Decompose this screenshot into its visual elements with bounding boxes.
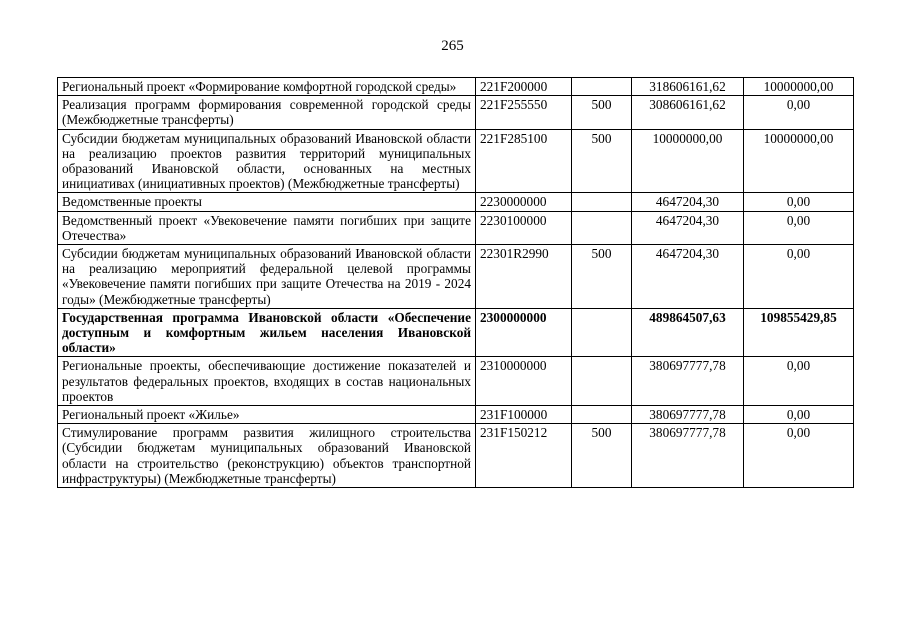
row-code-cell: 221F285100 — [476, 129, 572, 193]
row-name-cell: Региональный проект «Формирование комфортной городской среды» — [58, 78, 476, 96]
row-code-cell: 2230100000 — [476, 211, 572, 244]
row-code-cell: 231F100000 — [476, 406, 572, 424]
row-code-cell: 221F200000 — [476, 78, 572, 96]
row-sum1-cell: 4647204,30 — [632, 245, 744, 309]
row-name-cell: Реализация программ формирования современной городской среды (Межбюджетные трансферты) — [58, 96, 476, 129]
row-vr-cell — [572, 211, 632, 244]
table-row — [58, 78, 854, 96]
row-sum1-cell: 10000000,00 — [632, 129, 744, 193]
row-name-cell: Региональные проекты, обеспечивающие достижение показателей и результатов федеральных проектов, входящих в состав национальных проектов — [58, 357, 476, 406]
row-vr-cell — [572, 308, 632, 357]
row-code-cell: 22301R2990 — [476, 245, 572, 309]
row-sum2-cell: 0,00 — [744, 96, 854, 129]
row-name-cell: Субсидии бюджетам муниципальных образований Ивановской области на реализацию мероприятий федеральной целевой программы «Увековечение памяти погибших при защите Отечества на 2019 - 2024 годы» (Межбюджетные трансферты) — [58, 245, 476, 309]
row-vr-cell — [572, 406, 632, 424]
table-row — [58, 211, 854, 244]
row-vr-cell — [572, 193, 632, 211]
row-sum1-cell: 380697777,78 — [632, 406, 744, 424]
row-sum2-cell: 0,00 — [744, 211, 854, 244]
row-sum1-cell: 380697777,78 — [632, 357, 744, 406]
table-row — [58, 96, 854, 129]
table-row — [58, 193, 854, 211]
row-name-cell: Ведомственные проекты — [58, 193, 476, 211]
row-sum2-cell: 10000000,00 — [744, 129, 854, 193]
row-code-cell: 231F150212 — [476, 424, 572, 488]
row-vr-cell: 500 — [572, 424, 632, 488]
table-row — [58, 406, 854, 424]
row-code-cell: 2300000000 — [476, 308, 572, 357]
row-code-cell: 221F255550 — [476, 96, 572, 129]
row-name-cell: Стимулирование программ развития жилищного строительства (Субсидии бюджетам муниципальных образований Ивановской области на строительство (реконструкцию) объектов транспортной инфраструктуры) (Межбюджетные трансферты) — [58, 424, 476, 488]
row-sum1-cell: 4647204,30 — [632, 211, 744, 244]
row-name-cell: Субсидии бюджетам муниципальных образований Ивановской области на реализацию проектов развития территорий муниципальных образований Ивановской области, основанных на местных инициативах (инициативных проектов) (Межбюджетные трансферты) — [58, 129, 476, 193]
row-vr-cell: 500 — [572, 96, 632, 129]
row-sum2-cell: 0,00 — [744, 357, 854, 406]
table-row-total — [58, 308, 854, 357]
row-vr-cell — [572, 357, 632, 406]
row-sum1-cell: 489864507,63 — [632, 308, 744, 357]
row-sum1-cell: 308606161,62 — [632, 96, 744, 129]
row-vr-cell — [572, 78, 632, 96]
row-sum1-cell: 318606161,62 — [632, 78, 744, 96]
table-row — [58, 424, 854, 488]
table-row — [58, 245, 854, 309]
row-sum2-cell: 0,00 — [744, 406, 854, 424]
row-sum1-cell: 380697777,78 — [632, 424, 744, 488]
row-sum2-cell: 10000000,00 — [744, 78, 854, 96]
table-row — [58, 129, 854, 193]
row-name-cell: Ведомственный проект «Увековечение памяти погибших при защите Отечества» — [58, 211, 476, 244]
row-code-cell: 2230000000 — [476, 193, 572, 211]
page-number: 265 — [441, 38, 464, 54]
row-code-cell: 2310000000 — [476, 357, 572, 406]
row-name-cell: Государственная программа Ивановской области «Обеспечение доступным и комфортным жильем населения Ивановской области» — [58, 308, 476, 357]
row-sum2-cell: 0,00 — [744, 193, 854, 211]
budget-table — [57, 77, 854, 488]
row-vr-cell: 500 — [572, 245, 632, 309]
table-row — [58, 357, 854, 406]
row-sum2-cell: 0,00 — [744, 245, 854, 309]
row-sum2-cell: 109855429,85 — [744, 308, 854, 357]
row-vr-cell: 500 — [572, 129, 632, 193]
row-sum1-cell: 4647204,30 — [632, 193, 744, 211]
row-sum2-cell: 0,00 — [744, 424, 854, 488]
row-name-cell: Региональный проект «Жилье» — [58, 406, 476, 424]
